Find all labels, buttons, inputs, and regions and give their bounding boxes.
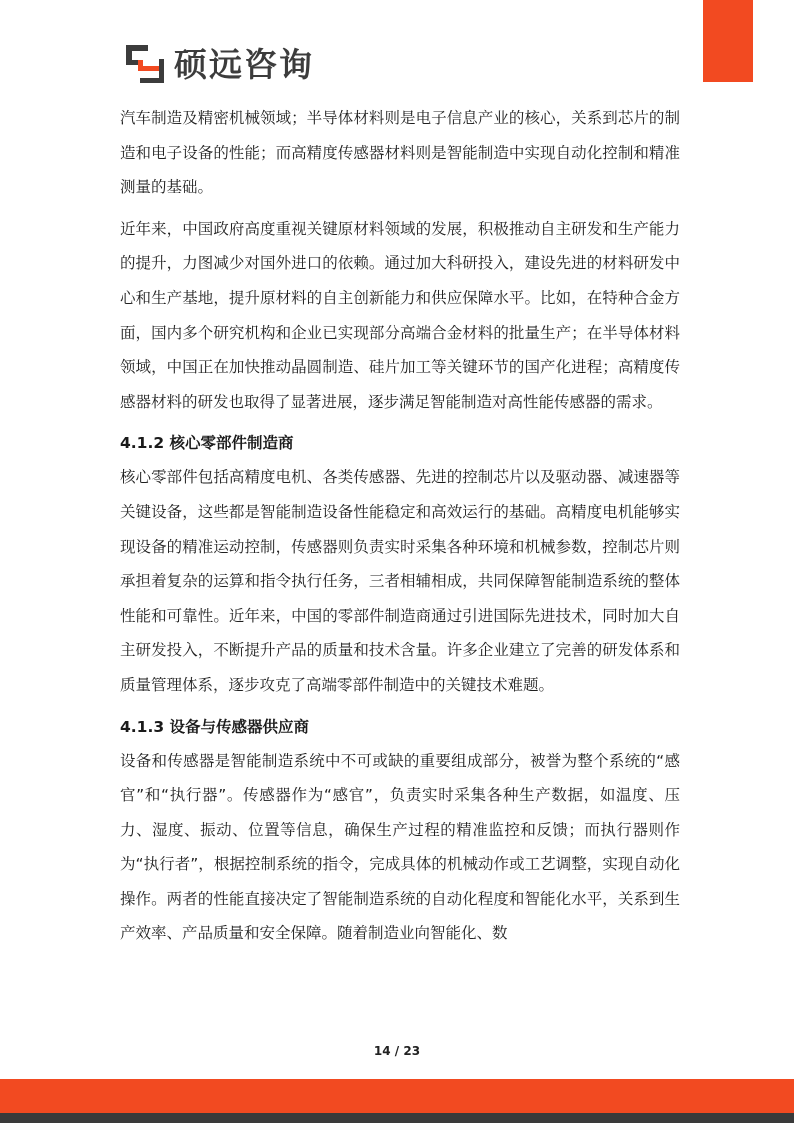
brand-name: 硕远咨询 bbox=[174, 44, 314, 84]
footer-dark-bar bbox=[0, 1113, 794, 1123]
paragraph-policy-development: 近年来，中国政府高度重视关键原材料领域的发展，积极推动自主研发和生产能力的提升，力图减少对国外进口的依赖。通过加大科研投入，建设先进的材料研发中心和生产基地，提升原材料的自主创新能力和供应保障水平。比如，在特种合金方面，国内多个研究机构和企业已实现部分高端合金材料的批量生产；在半导体材料领域，中国正在加快推动晶圆制造、硅片加工等关键环节的国产化进程；高精度传感器材料的研发也取得了显著进展，逐步满足智能制造对高性能传感器的需求。 bbox=[120, 219, 680, 411]
page-body bbox=[120, 101, 680, 951]
paragraph-equipment-sensors: 设备和传感器是智能制造系统中不可或缺的重要组成部分，被誉为整个系统的“感官”和“执行器”。传感器作为“感官”，负责实时采集各种生产数据，如温度、压力、湿度、振动、位置等信息，确保生产过程的精准监控和反馈；而执行器则作为“执行者”，根据控制系统的指令，完成具体的机械动作或工艺调整，实现自动化操作。两者的性能直接决定了智能制造系统的自动化程度和智能化水平，关系到生产效率、产品质量和安全保障。随着制造业向智能化、数 bbox=[120, 751, 680, 943]
brand-s-mark-icon bbox=[126, 45, 164, 83]
corner-accent-block bbox=[703, 0, 753, 82]
section-heading-equipment-sensors: 4.1.3 设备与传感器供应商 bbox=[120, 717, 310, 736]
footer-accent-bar bbox=[0, 1079, 794, 1113]
page-number: 14 / 23 bbox=[373, 1044, 421, 1058]
paragraph-materials-fields: 汽车制造及精密机械领域；半导体材料则是电子信息产业的核心，关系到芯片的制造和电子设备的性能；而高精度传感器材料则是智能制造中实现自动化控制和精准测量的基础。 bbox=[120, 109, 680, 197]
brand-header bbox=[126, 42, 314, 86]
paragraph-core-components: 核心零部件包括高精度电机、各类传感器、先进的控制芯片以及驱动器、减速器等关键设备，这些都是智能制造设备性能稳定和高效运行的基础。高精度电机能够实现设备的精准运动控制，传感器则负责实时采集各种环境和机械参数，控制芯片则承担着复杂的运算和指令执行任务，三者相辅相成，共同保障智能制造系统的整体性能和可靠性。近年来，中国的零部件制造商通过引进国际先进技术，同时加大自主研发投入，不断提升产品的质量和技术含量。许多企业建立了完善的研发体系和质量管理体系，逐步攻克了高端零部件制造中的关键技术难题。 bbox=[120, 468, 680, 694]
section-heading-core-components: 4.1.2 核心零部件制造商 bbox=[120, 434, 294, 453]
